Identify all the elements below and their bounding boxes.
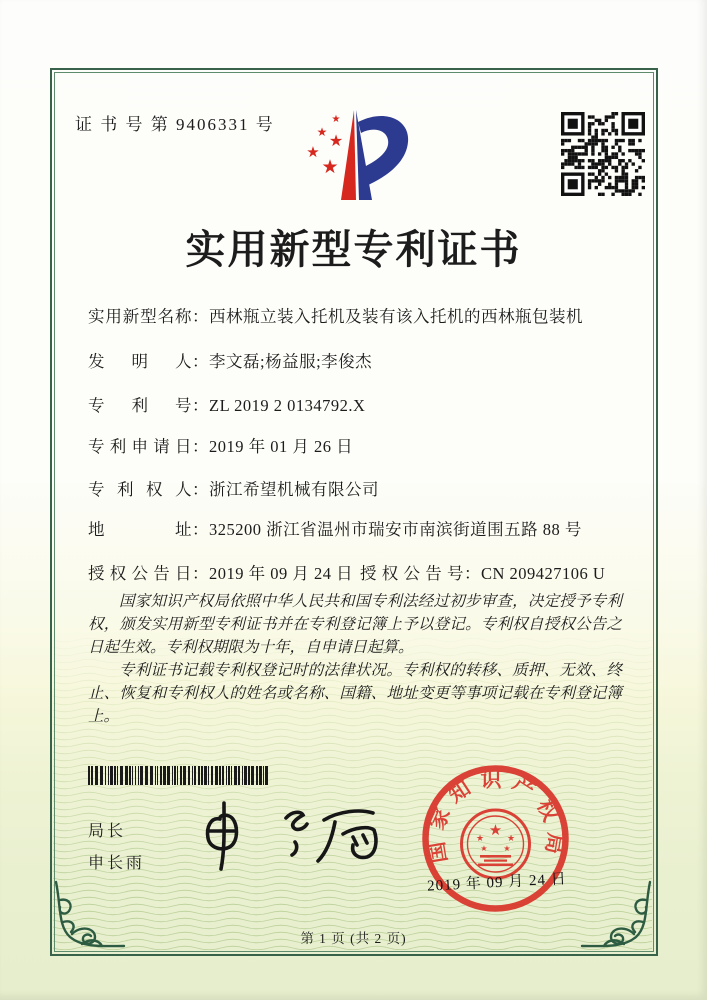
field-row-inventors <box>88 348 372 372</box>
field-colon: ： <box>192 307 209 326</box>
certificate-title: 实用新型专利证书 <box>185 227 522 272</box>
svg-text:★: ★ <box>475 834 485 844</box>
field-row-filing-date <box>88 433 353 457</box>
legal-text-block <box>88 590 622 728</box>
field-value: 2019 年 09 月 24 日 <box>209 564 354 583</box>
director-name: 申长雨 <box>88 855 146 872</box>
page-number: 第 1 页 (共 2 页) <box>300 931 407 946</box>
field-row-patent-name <box>88 303 583 327</box>
field-label: 地址 <box>88 520 192 539</box>
national-emblem-icon <box>462 810 530 878</box>
field-colon: ： <box>192 480 209 499</box>
svg-text:★: ★ <box>488 821 503 839</box>
field-value: 浙江希望机械有限公司 <box>209 480 379 499</box>
field-value: 西林瓶立装入托机及装有该入托机的西林瓶包装机 <box>209 307 583 326</box>
svg-text:★: ★ <box>480 844 488 853</box>
legal-paragraph-2: 专利证书记载专利权登记时的法律状况。专利权的转移、质押、无效、终止、恢复和专利权人的姓名或名称、国籍、地址变更等事项记载在专利登记簿上。 <box>88 662 622 725</box>
field-row-patent-number <box>88 392 365 416</box>
field-value: 李文磊;杨益服;李俊杰 <box>209 352 373 371</box>
field-label: 专利权人 <box>88 480 192 499</box>
svg-text:★: ★ <box>328 131 344 150</box>
field-colon: ： <box>192 564 209 583</box>
field-row-grant <box>88 560 606 584</box>
field-row-patentee <box>88 476 379 500</box>
field-label: 实用新型名称 <box>88 307 192 326</box>
field-colon: ： <box>192 520 209 539</box>
field-value: ZL 2019 2 0134792.X <box>209 396 366 415</box>
seal-date: 2019 年 09 月 24 日 <box>426 871 568 895</box>
certificate-number: 证 书 号 第 9406331 号 <box>75 115 275 134</box>
field-label: 授权公告日 <box>88 564 192 583</box>
field-value: CN 209427106 U <box>481 564 606 583</box>
svg-text:★: ★ <box>306 143 320 161</box>
field-colon: ： <box>192 396 209 415</box>
field-label: 发明人 <box>88 352 192 371</box>
svg-text:★: ★ <box>316 125 328 139</box>
field-label: 专利号 <box>88 396 192 415</box>
seal-text: 国家知识产权局 <box>423 767 568 865</box>
legal-paragraph-1: 国家知识产权局依照中华人民共和国专利法经过初步审查，决定授予专利权，颁发实用新型专利证书并在专利登记簿上予以登记。专利权自授权公告之日起生效。专利权期限为十年，自申请日起算。 <box>88 593 622 656</box>
qr-code-icon <box>561 112 645 196</box>
field-colon: ： <box>464 564 481 583</box>
signature-icon <box>196 793 381 878</box>
svg-text:★: ★ <box>506 834 516 844</box>
cnipa-logo-icon <box>294 100 418 206</box>
field-label: 专利申请日 <box>88 437 192 456</box>
svg-text:★: ★ <box>331 114 341 125</box>
field-colon: ： <box>192 437 209 456</box>
barcode-icon <box>88 766 270 786</box>
svg-text:★: ★ <box>503 844 511 853</box>
director-title: 局长 <box>88 823 127 840</box>
field-colon: ： <box>192 352 209 371</box>
svg-text:★: ★ <box>321 156 339 178</box>
field-value: 2019 年 01 月 26 日 <box>209 437 354 456</box>
field-row-address <box>88 516 582 540</box>
field-value: 325200 浙江省温州市瑞安市南滨街道围五路 88 号 <box>209 520 582 539</box>
director-block <box>88 818 145 882</box>
field-label: 授权公告号 <box>360 564 464 583</box>
field-grant-number <box>360 560 605 584</box>
